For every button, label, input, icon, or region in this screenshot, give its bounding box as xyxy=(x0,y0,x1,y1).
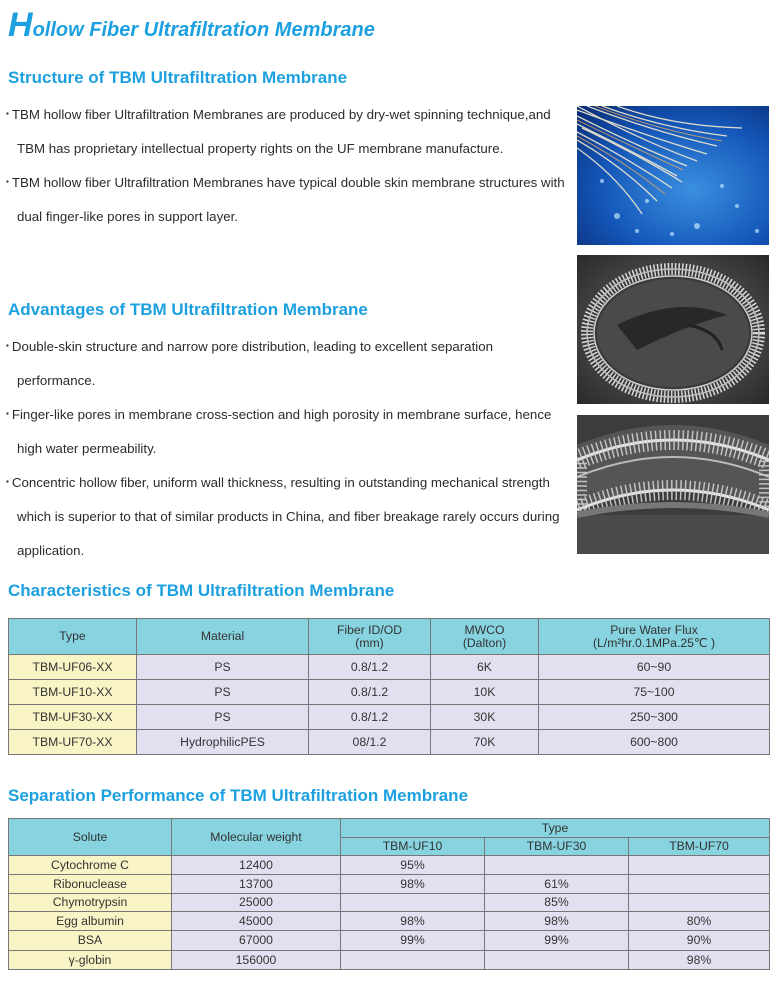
header-mwco-line1: MWCO xyxy=(464,622,505,637)
structure-bullet-list xyxy=(6,97,566,233)
cell-solute: Cytochrome C xyxy=(9,856,172,875)
cell-fiber: 0.8/1.2 xyxy=(309,705,431,730)
characteristics-heading: Characteristics of TBM Ultrafiltration Membrane xyxy=(8,581,395,600)
fiber-bundle-photo xyxy=(577,106,769,245)
cell-mw: 25000 xyxy=(172,894,341,912)
cell-mw: 156000 xyxy=(172,951,341,970)
characteristics-table xyxy=(8,618,770,755)
table-row xyxy=(9,912,770,931)
cell-mw: 45000 xyxy=(172,912,341,931)
table-row xyxy=(9,931,770,951)
header-uf30: TBM-UF30 xyxy=(485,838,629,856)
header-mwco xyxy=(431,619,539,655)
cell-type: TBM-UF70-XX xyxy=(9,730,137,755)
header-type: Type xyxy=(9,619,137,655)
cell-type: TBM-UF06-XX xyxy=(9,655,137,680)
finger-pores-photo xyxy=(577,415,769,554)
cell-solute: γ-globin xyxy=(9,951,172,970)
cell-material: PS xyxy=(137,680,309,705)
table-row xyxy=(9,856,770,875)
table-row xyxy=(9,951,770,970)
structure-heading: Structure of TBM Ultrafiltration Membrane xyxy=(8,68,348,87)
header-flux-line2: (L/m²hr.0.1MPa.25℃ ) xyxy=(592,635,716,650)
cell-mw: 67000 xyxy=(172,931,341,951)
separation-table xyxy=(8,818,770,970)
cell-type: TBM-UF30-XX xyxy=(9,705,137,730)
cell-uf10: 98% xyxy=(341,875,485,894)
cell-uf70 xyxy=(629,875,770,894)
cell-uf70 xyxy=(629,856,770,875)
table-row xyxy=(9,730,770,755)
characteristics-header-row xyxy=(9,619,770,655)
cell-mw: 12400 xyxy=(172,856,341,875)
cell-uf10: 98% xyxy=(341,912,485,931)
cell-solute: Egg albumin xyxy=(9,912,172,931)
header-molecular-weight: Molecular weight xyxy=(172,819,341,856)
structure-bullet: ▪ TBM hollow fiber Ultrafiltration Membranes are produced by dry-wet spinning technique,and TBM has proprietary intellectual property rights on the UF membrane manufacture. xyxy=(6,97,566,165)
cell-uf70 xyxy=(629,894,770,912)
header-uf10: TBM-UF10 xyxy=(341,838,485,856)
cell-uf30: 99% xyxy=(485,931,629,951)
cell-uf70: 90% xyxy=(629,931,770,951)
cell-uf10 xyxy=(341,894,485,912)
cell-uf30: 85% xyxy=(485,894,629,912)
table-row xyxy=(9,655,770,680)
cell-uf70: 80% xyxy=(629,912,770,931)
header-fiber-line1: Fiber ID/OD xyxy=(336,622,402,637)
cell-uf10: 95% xyxy=(341,856,485,875)
header-solute: Solute xyxy=(9,819,172,856)
cell-fiber: 0.8/1.2 xyxy=(309,655,431,680)
table-row xyxy=(9,680,770,705)
cell-solute: Chymotrypsin xyxy=(9,894,172,912)
advantages-bullet: ▪ Double-skin structure and narrow pore distribution, leading to excellent separation performance. xyxy=(6,329,566,397)
advantages-bullet: ▪ Finger-like pores in membrane cross-section and high porosity in membrane surface, hence high water permeability. xyxy=(6,397,566,465)
cell-uf30 xyxy=(485,856,629,875)
page-title xyxy=(8,6,375,45)
advantages-bullet-list xyxy=(6,329,566,567)
cell-uf30: 61% xyxy=(485,875,629,894)
header-uf70: TBM-UF70 xyxy=(629,838,770,856)
cell-mwco: 6K xyxy=(431,655,539,680)
structure-bullet: ▪ TBM hollow fiber Ultrafiltration Membranes have typical double skin membrane structures with dual finger-like pores in support layer. xyxy=(6,165,566,233)
cell-flux: 60~90 xyxy=(539,655,770,680)
cell-uf30: 98% xyxy=(485,912,629,931)
header-type: Type xyxy=(341,819,770,838)
separation-header-row xyxy=(9,819,770,838)
page-title-rest: ollow Fiber Ultrafiltration Membrane xyxy=(32,19,375,41)
header-flux-line1: Pure Water Flux xyxy=(610,622,698,637)
cell-mwco: 70K xyxy=(431,730,539,755)
cell-flux: 250~300 xyxy=(539,705,770,730)
page-title-initial: H xyxy=(8,6,33,44)
cell-uf30 xyxy=(485,951,629,970)
header-fiber xyxy=(309,619,431,655)
cell-uf10 xyxy=(341,951,485,970)
cell-mwco: 30K xyxy=(431,705,539,730)
table-row xyxy=(9,894,770,912)
cell-uf70: 98% xyxy=(629,951,770,970)
header-fiber-line2: (mm) xyxy=(355,635,384,650)
cell-mwco: 10K xyxy=(431,680,539,705)
cell-type: TBM-UF10-XX xyxy=(9,680,137,705)
cell-solute: BSA xyxy=(9,931,172,951)
header-mwco-line2: (Dalton) xyxy=(462,635,507,650)
table-row xyxy=(9,705,770,730)
cell-material: HydrophilicPES xyxy=(137,730,309,755)
advantages-bullet: ▪ Concentric hollow fiber, uniform wall thickness, resulting in outstanding mechanical strength which is superior to that of similar products in China, and fiber breakage rarely occurs during application. xyxy=(6,465,566,567)
cell-flux: 75~100 xyxy=(539,680,770,705)
cell-flux: 600~800 xyxy=(539,730,770,755)
cell-solute: Ribonuclease xyxy=(9,875,172,894)
table-row xyxy=(9,875,770,894)
cell-fiber: 08/1.2 xyxy=(309,730,431,755)
cell-material: PS xyxy=(137,655,309,680)
cell-fiber: 0.8/1.2 xyxy=(309,680,431,705)
header-flux xyxy=(539,619,770,655)
header-material: Material xyxy=(137,619,309,655)
separation-heading: Separation Performance of TBM Ultrafiltration Membrane xyxy=(8,786,469,805)
advantages-heading: Advantages of TBM Ultrafiltration Membrane xyxy=(8,300,368,319)
cell-uf10: 99% xyxy=(341,931,485,951)
cell-mw: 13700 xyxy=(172,875,341,894)
cell-material: PS xyxy=(137,705,309,730)
cross-section-photo xyxy=(577,255,769,404)
